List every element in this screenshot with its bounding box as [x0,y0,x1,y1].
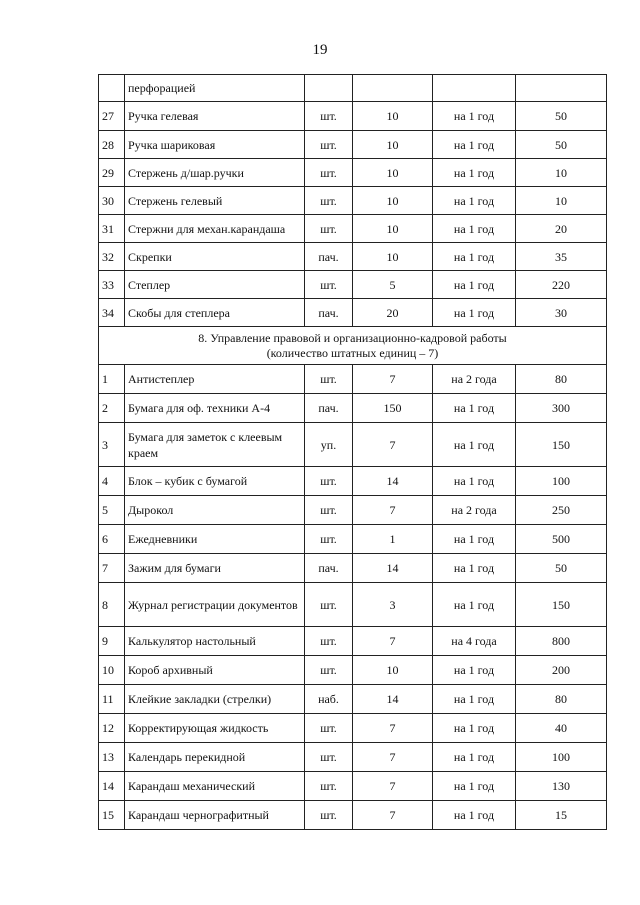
table-row [99,243,607,271]
item-name: Стержни для механ.карандаша [125,215,305,243]
price-cell: 800 [516,627,607,656]
unit-cell: шт. [305,801,353,830]
quantity-cell: 10 [353,187,433,215]
quantity-cell: 20 [353,299,433,327]
row-number: 6 [99,525,125,554]
quantity-cell: 10 [353,102,433,131]
price-cell: 80 [516,365,607,394]
item-name: Карандаш механический [125,772,305,801]
price-cell: 50 [516,102,607,131]
table-row [99,271,607,299]
price-cell: 50 [516,131,607,159]
term-cell: на 1 год [433,554,516,583]
table-row [99,496,607,525]
section-heading [99,327,607,365]
item-name: Скобы для степлера [125,299,305,327]
item-name: Стержень д/шар.ручки [125,159,305,187]
table-row [99,394,607,423]
row-number: 2 [99,394,125,423]
item-name: Степлер [125,271,305,299]
row-number: 13 [99,743,125,772]
item-name: Антистеплер [125,365,305,394]
table-row [99,656,607,685]
row-number: 3 [99,423,125,467]
supplies-table-body [99,75,607,830]
row-number: 29 [99,159,125,187]
item-name: Ручка шариковая [125,131,305,159]
item-name: Корректирующая жидкость [125,714,305,743]
term-cell [433,75,516,102]
term-cell: на 1 год [433,299,516,327]
unit-cell: шт. [305,159,353,187]
term-cell: на 1 год [433,801,516,830]
term-cell: на 2 года [433,496,516,525]
table-row [99,102,607,131]
row-number: 12 [99,714,125,743]
row-number: 31 [99,215,125,243]
quantity-cell: 5 [353,271,433,299]
quantity-cell: 10 [353,243,433,271]
price-cell: 80 [516,685,607,714]
table-row [99,365,607,394]
item-name: Калькулятор настольный [125,627,305,656]
quantity-cell: 7 [353,801,433,830]
table-row [99,423,607,467]
unit-cell: шт. [305,627,353,656]
table-row [99,714,607,743]
section-heading-line1: 8. Управление правовой и организационно-кадровой работы [198,330,507,345]
unit-cell: шт. [305,656,353,685]
item-name: Карандаш чернографитный [125,801,305,830]
term-cell: на 1 год [433,714,516,743]
quantity-cell: 7 [353,743,433,772]
quantity-cell: 14 [353,685,433,714]
item-name: Бумага для заметок с клеевым краем [125,423,305,467]
table-row [99,743,607,772]
section-heading-row [99,327,607,365]
term-cell: на 4 года [433,627,516,656]
unit-cell: шт. [305,187,353,215]
term-cell: на 1 год [433,525,516,554]
price-cell: 200 [516,656,607,685]
unit-cell: шт. [305,583,353,627]
row-number: 14 [99,772,125,801]
quantity-cell: 14 [353,554,433,583]
item-name: Дырокол [125,496,305,525]
price-cell: 100 [516,467,607,496]
row-number: 34 [99,299,125,327]
term-cell: на 1 год [433,159,516,187]
price-cell: 15 [516,801,607,830]
price-cell: 35 [516,243,607,271]
term-cell: на 1 год [433,131,516,159]
unit-cell: шт. [305,215,353,243]
table-row [99,299,607,327]
unit-cell: шт. [305,467,353,496]
unit-cell: шт. [305,714,353,743]
unit-cell: шт. [305,131,353,159]
price-cell: 100 [516,743,607,772]
row-number: 8 [99,583,125,627]
unit-cell [305,75,353,102]
table-row [99,187,607,215]
table-row [99,583,607,627]
unit-cell: шт. [305,365,353,394]
item-name: Зажим для бумаги [125,554,305,583]
item-name: Клейкие закладки (стрелки) [125,685,305,714]
term-cell: на 1 год [433,656,516,685]
row-number: 33 [99,271,125,299]
price-cell: 300 [516,394,607,423]
price-cell: 150 [516,583,607,627]
unit-cell: шт. [305,496,353,525]
item-name: Бумага для оф. техники А-4 [125,394,305,423]
row-number: 15 [99,801,125,830]
term-cell: на 1 год [433,423,516,467]
continuation-row [99,75,607,102]
term-cell: на 1 год [433,467,516,496]
term-cell: на 1 год [433,772,516,801]
item-name: Календарь перекидной [125,743,305,772]
price-cell: 10 [516,187,607,215]
row-number: 32 [99,243,125,271]
row-number: 10 [99,656,125,685]
unit-cell: пач. [305,554,353,583]
term-cell: на 1 год [433,271,516,299]
quantity-cell: 14 [353,467,433,496]
unit-cell: шт. [305,525,353,554]
row-number: 7 [99,554,125,583]
item-name: Стержень гелевый [125,187,305,215]
quantity-cell: 7 [353,365,433,394]
term-cell: на 2 года [433,365,516,394]
price-cell: 220 [516,271,607,299]
unit-cell: шт. [305,743,353,772]
section-heading-line2: (количество штатных единиц – 7) [266,345,439,360]
row-number: 30 [99,187,125,215]
price-cell: 130 [516,772,607,801]
unit-cell: пач. [305,243,353,271]
term-cell: на 1 год [433,394,516,423]
unit-cell: шт. [305,271,353,299]
unit-cell: шт. [305,102,353,131]
quantity-cell [353,75,433,102]
row-number [99,75,125,102]
quantity-cell: 10 [353,131,433,159]
price-cell [516,75,607,102]
item-name: Скрепки [125,243,305,271]
table-row [99,554,607,583]
price-cell: 30 [516,299,607,327]
item-name: Ручка гелевая [125,102,305,131]
quantity-cell: 7 [353,423,433,467]
quantity-cell: 10 [353,159,433,187]
item-name: Блок – кубик с бумагой [125,467,305,496]
table-row [99,627,607,656]
price-cell: 250 [516,496,607,525]
quantity-cell: 7 [353,496,433,525]
term-cell: на 1 год [433,102,516,131]
table-row [99,467,607,496]
table-row [99,685,607,714]
term-cell: на 1 год [433,685,516,714]
row-number: 27 [99,102,125,131]
unit-cell: наб. [305,685,353,714]
price-cell: 20 [516,215,607,243]
item-name: Ежедневники [125,525,305,554]
term-cell: на 1 год [433,187,516,215]
term-cell: на 1 год [433,243,516,271]
quantity-cell: 7 [353,627,433,656]
row-number: 1 [99,365,125,394]
supplies-table [98,74,607,830]
item-name: перфорацией [125,75,305,102]
price-cell: 40 [516,714,607,743]
price-cell: 150 [516,423,607,467]
table-row [99,215,607,243]
unit-cell: уп. [305,423,353,467]
table-row [99,772,607,801]
row-number: 9 [99,627,125,656]
quantity-cell: 1 [353,525,433,554]
row-number: 5 [99,496,125,525]
item-name: Короб архивный [125,656,305,685]
unit-cell: шт. [305,772,353,801]
row-number: 4 [99,467,125,496]
quantity-cell: 150 [353,394,433,423]
quantity-cell: 3 [353,583,433,627]
table-row [99,801,607,830]
row-number: 28 [99,131,125,159]
row-number: 11 [99,685,125,714]
table-row [99,159,607,187]
item-name: Журнал регистрации документов [125,583,305,627]
quantity-cell: 7 [353,772,433,801]
term-cell: на 1 год [433,215,516,243]
quantity-cell: 10 [353,656,433,685]
page-number: 19 [312,42,328,58]
price-cell: 10 [516,159,607,187]
term-cell: на 1 год [433,583,516,627]
price-cell: 500 [516,525,607,554]
unit-cell: пач. [305,394,353,423]
unit-cell: пач. [305,299,353,327]
price-cell: 50 [516,554,607,583]
quantity-cell: 10 [353,215,433,243]
table-row [99,525,607,554]
quantity-cell: 7 [353,714,433,743]
table-row [99,131,607,159]
term-cell: на 1 год [433,743,516,772]
